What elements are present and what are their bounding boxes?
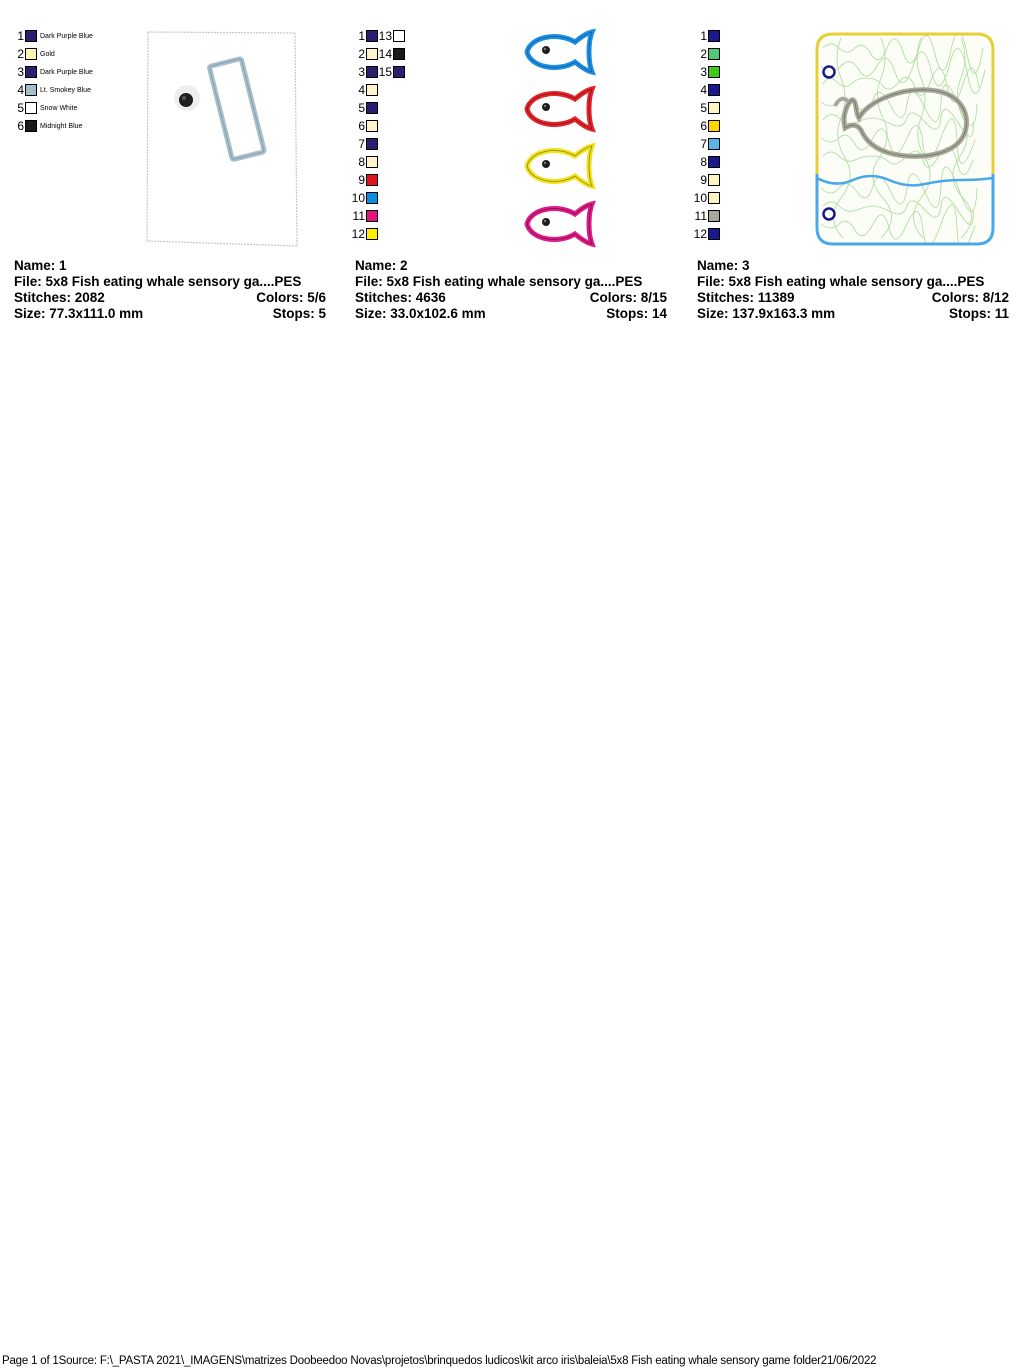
palette-number: 12	[693, 227, 707, 241]
fish-yellow	[527, 146, 592, 186]
palette-number: 14	[378, 47, 392, 61]
color-swatch	[708, 48, 720, 60]
color-swatch	[708, 174, 720, 186]
palette-entry	[351, 189, 378, 207]
palette-entry	[10, 45, 55, 63]
design-size: Size: 77.3x111.0 mm	[14, 306, 144, 321]
palette-entry	[693, 117, 720, 135]
color-count: Colors: 5/6	[256, 290, 326, 305]
palette-number: 4	[17, 83, 24, 97]
palette-number: 6	[700, 119, 707, 133]
palette-entry	[351, 225, 378, 243]
color-swatch	[393, 48, 405, 60]
design-card-3	[683, 0, 1023, 330]
color-swatch	[366, 192, 378, 204]
palette-number: 8	[700, 155, 707, 169]
palette-number: 13	[378, 29, 392, 43]
thread-name: Midnight Blue	[40, 122, 83, 130]
color-swatch	[366, 66, 378, 78]
color-swatch	[366, 156, 378, 168]
palette-entry	[693, 99, 720, 117]
palette-number: 2	[358, 47, 365, 61]
color-swatch	[25, 48, 37, 60]
palette-entry	[378, 27, 405, 45]
thread-name: Dark Purple Blue	[40, 32, 93, 40]
color-swatch	[393, 30, 405, 42]
color-swatch	[708, 138, 720, 150]
thread-name: Snow White	[40, 104, 78, 112]
palette-number: 1	[700, 29, 707, 43]
color-swatch	[708, 84, 720, 96]
palette-number: 1	[17, 29, 24, 43]
palette-number: 3	[17, 65, 24, 79]
fish-red	[527, 89, 592, 129]
palette-number: 9	[358, 173, 365, 187]
color-swatch	[708, 228, 720, 240]
palette-entry	[693, 135, 720, 153]
palette-entry	[378, 45, 405, 63]
design-name: Name: 1	[14, 258, 67, 273]
design-info	[697, 258, 1009, 322]
color-swatch	[708, 192, 720, 204]
palette-entry	[693, 81, 720, 99]
palette-number: 6	[17, 119, 24, 133]
palette-number: 9	[700, 173, 707, 187]
palette-entry	[351, 207, 378, 225]
file-name: File: 5x8 Fish eating whale sensory ga....PES	[355, 274, 643, 289]
color-swatch	[25, 84, 37, 96]
page-footer: Page 1 of 1Source: F:\_PASTA 2021\_IMAGENS\matrizes Doobeedoo Novas\projetos\brinquedos ludicos\kit arco iris\baleia\5x8 Fish eating whale sensory game folder21/06/2022	[2, 1355, 877, 1367]
palette-number: 4	[700, 83, 707, 97]
color-swatch	[708, 120, 720, 132]
palette-entry	[10, 27, 93, 45]
palette-entry	[351, 153, 378, 171]
eyelet-bottom	[824, 209, 835, 220]
palette-number: 7	[700, 137, 707, 151]
fish-pink	[527, 204, 592, 244]
palette-number: 12	[351, 227, 365, 241]
color-swatch	[25, 30, 37, 42]
palette-number: 10	[351, 191, 365, 205]
palette-entry	[10, 63, 93, 81]
palette-entry	[693, 171, 720, 189]
design-size: Size: 137.9x163.3 mm	[697, 306, 836, 321]
palette-entry	[351, 171, 378, 189]
palette-entry	[693, 45, 720, 63]
thread-name: Gold	[40, 50, 55, 58]
palette-number: 8	[358, 155, 365, 169]
design-info	[14, 258, 326, 322]
color-swatch	[708, 102, 720, 114]
color-swatch	[366, 120, 378, 132]
color-swatch	[393, 66, 405, 78]
stitch-count: Stitches: 2082	[14, 290, 105, 305]
stop-count: Stops: 11	[948, 306, 1009, 321]
design-name: Name: 2	[355, 258, 408, 273]
color-swatch	[366, 84, 378, 96]
palette-number: 5	[700, 101, 707, 115]
design-card-1	[0, 0, 340, 330]
color-swatch	[366, 138, 378, 150]
color-swatch	[366, 174, 378, 186]
thread-name: Lt. Smokey Blue	[40, 86, 91, 94]
palette-entry	[351, 135, 378, 153]
palette-number: 2	[700, 47, 707, 61]
color-swatch	[366, 228, 378, 240]
fish-blue	[527, 32, 592, 72]
thread-name: Dark Purple Blue	[40, 68, 93, 76]
palette-number: 6	[358, 119, 365, 133]
palette-entry	[693, 153, 720, 171]
design-preview	[811, 28, 1001, 250]
palette-number: 11	[352, 209, 365, 223]
file-name: File: 5x8 Fish eating whale sensory ga....PES	[697, 274, 985, 289]
eyelet-top	[824, 67, 835, 78]
file-name: File: 5x8 Fish eating whale sensory ga....PES	[14, 274, 302, 289]
color-swatch	[708, 66, 720, 78]
palette-entry	[693, 27, 720, 45]
palette-entry	[10, 81, 91, 99]
color-swatch	[25, 66, 37, 78]
color-count: Colors: 8/15	[589, 290, 667, 305]
color-swatch	[708, 30, 720, 42]
palette-entry	[693, 207, 720, 225]
palette-entry	[693, 225, 720, 243]
color-swatch	[366, 30, 378, 42]
stitch-count: Stitches: 11389	[697, 290, 795, 305]
design-name: Name: 3	[697, 258, 750, 273]
palette-number: 5	[17, 101, 24, 115]
palette-number: 7	[358, 137, 365, 151]
color-swatch	[366, 102, 378, 114]
palette-number: 3	[358, 65, 365, 79]
color-swatch	[366, 48, 378, 60]
palette-entry	[351, 63, 378, 81]
stop-count: Stops: 14	[606, 306, 667, 321]
palette-number: 2	[17, 47, 24, 61]
palette-number: 11	[694, 209, 707, 223]
palette-entry	[351, 81, 378, 99]
palette-entry	[10, 117, 82, 135]
palette-entry	[351, 117, 378, 135]
color-swatch	[708, 210, 720, 222]
color-swatch	[708, 156, 720, 168]
palette-number: 1	[358, 29, 365, 43]
palette-number: 15	[378, 65, 392, 79]
palette-number: 4	[358, 83, 365, 97]
design-card-2	[341, 0, 681, 330]
palette-entry	[351, 99, 378, 117]
palette-number: 3	[700, 65, 707, 79]
palette-entry	[378, 63, 405, 81]
design-preview	[140, 28, 305, 250]
palette-entry	[351, 45, 378, 63]
palette-entry	[693, 189, 720, 207]
design-info	[355, 258, 667, 322]
color-swatch	[25, 102, 37, 114]
palette-entry	[351, 27, 378, 45]
color-count: Colors: 8/12	[931, 290, 1009, 305]
design-preview	[521, 28, 601, 250]
palette-entry	[693, 63, 720, 81]
stop-count: Stops: 5	[272, 306, 326, 321]
color-swatch	[366, 210, 378, 222]
palette-number: 10	[693, 191, 707, 205]
color-swatch	[25, 120, 37, 132]
palette-entry	[10, 99, 77, 117]
stitch-count: Stitches: 4636	[355, 290, 446, 305]
palette-number: 5	[358, 101, 365, 115]
design-size: Size: 33.0x102.6 mm	[355, 306, 486, 321]
